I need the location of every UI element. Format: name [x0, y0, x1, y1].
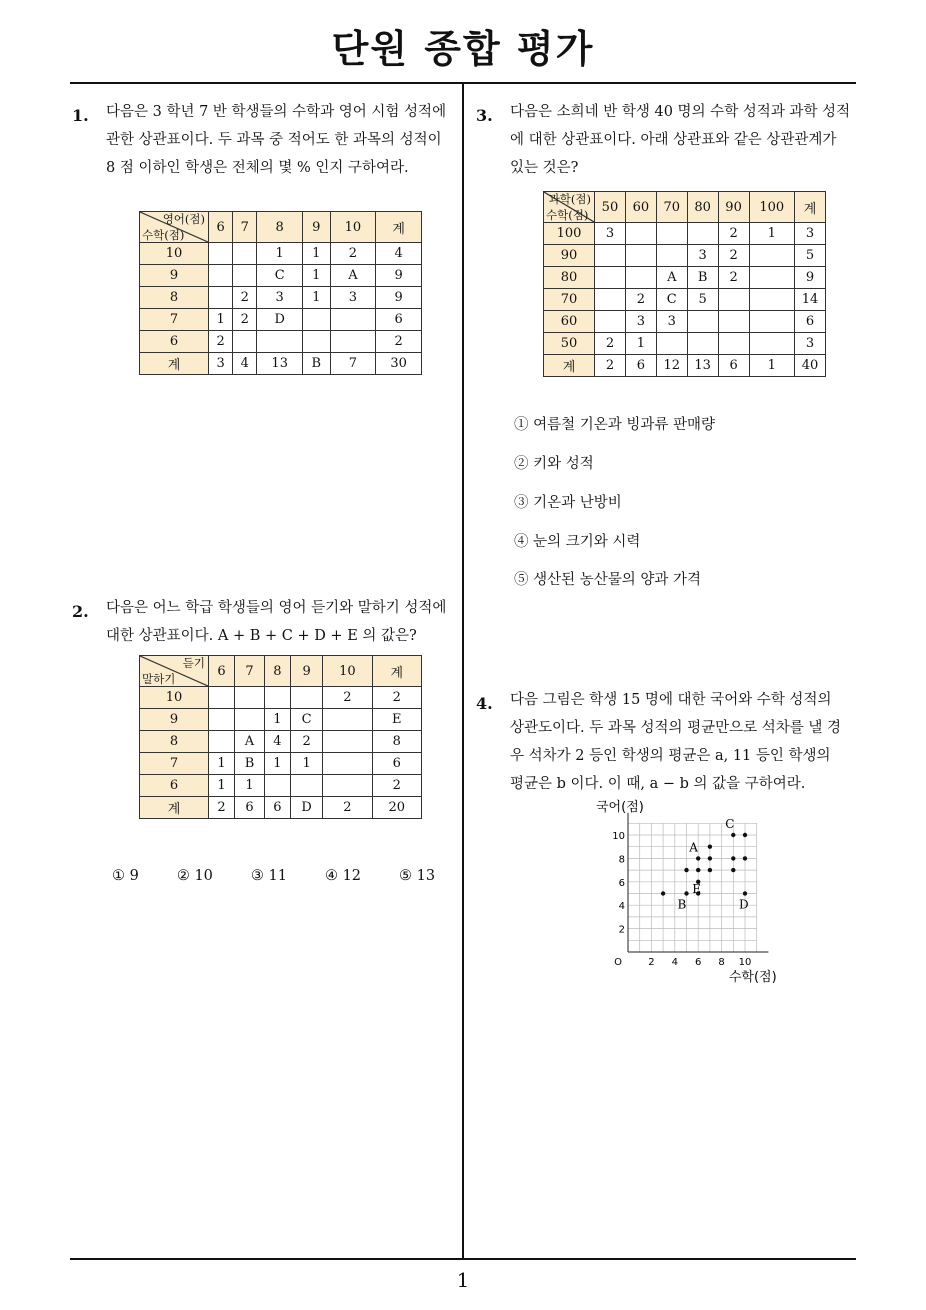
table-cell: 9	[376, 287, 422, 309]
table-cell: 3	[795, 223, 826, 245]
table-cell: 1	[749, 355, 795, 377]
column-header: 6	[209, 656, 235, 687]
table-cell	[625, 267, 656, 289]
table-row	[140, 753, 422, 775]
table-row	[544, 289, 826, 311]
y-tick-label: 10	[612, 831, 625, 842]
column-header: 50	[595, 192, 626, 223]
table-cell	[749, 245, 795, 267]
page-number: 1	[456, 1268, 470, 1292]
table-row	[140, 709, 422, 731]
table-cell	[290, 775, 322, 797]
question-1-line: 다음은 3 학년 7 반 학생들의 수학과 영어 시험 성적에	[106, 104, 447, 120]
table-cell: 1	[303, 287, 331, 309]
row-header: 90	[544, 245, 595, 267]
table-cell: 1	[209, 775, 235, 797]
row-header: 10	[140, 243, 209, 265]
question-1-line: 8 점 이하인 학생은 전체의 몇 % 인지 구하여라.	[106, 160, 409, 176]
table-row	[544, 311, 826, 333]
choice-1[interactable]: ① 9	[112, 868, 139, 884]
table-cell	[235, 709, 265, 731]
table-cell	[718, 311, 749, 333]
table-cell: 1	[303, 265, 331, 287]
table-row	[544, 355, 826, 377]
question-1-text	[106, 98, 456, 182]
table-cell: 6	[372, 753, 421, 775]
row-header: 8	[140, 731, 209, 753]
row-header: 6	[140, 775, 209, 797]
column-header: 8	[257, 212, 303, 243]
x-tick-label: 8	[718, 957, 725, 968]
data-point	[684, 868, 688, 872]
row-header: 7	[140, 309, 209, 331]
question-4-line: 우 석차가 2 등인 학생의 평균은 a, 11 등인 학생의	[510, 748, 831, 764]
table-cell	[264, 775, 290, 797]
table-cell: 3	[330, 287, 376, 309]
column-header: 계	[376, 212, 422, 243]
table-cell: 1	[235, 775, 265, 797]
column-header: 8	[264, 656, 290, 687]
column-header: 10	[330, 212, 376, 243]
table-cell	[656, 245, 687, 267]
column-variable-label: 영어(점)	[162, 212, 205, 226]
table-cell	[303, 309, 331, 331]
row-header: 100	[544, 223, 595, 245]
table-cell: 2	[209, 331, 233, 353]
row-header: 10	[140, 687, 209, 709]
table-cell: 1	[264, 709, 290, 731]
x-axis-label: 수학(점)	[728, 970, 777, 985]
table-cell	[235, 687, 265, 709]
table-row	[140, 353, 422, 375]
table-cell: 1	[209, 753, 235, 775]
table-cell: 1	[257, 243, 303, 265]
table-cell: 2	[718, 223, 749, 245]
table-cell	[233, 265, 257, 287]
point-label: B	[677, 897, 687, 912]
table-cell: 2	[233, 309, 257, 331]
table-row	[544, 223, 826, 245]
table-cell: 3	[595, 223, 626, 245]
table-cell: B	[235, 753, 265, 775]
table-row	[140, 775, 422, 797]
table-cell	[718, 333, 749, 355]
row-header: 80	[544, 267, 595, 289]
table-cell: 1	[303, 243, 331, 265]
row-header: 50	[544, 333, 595, 355]
column-header: 70	[656, 192, 687, 223]
table-corner-cell	[544, 192, 595, 223]
row-header: 6	[140, 331, 209, 353]
table-cell	[209, 731, 235, 753]
table-cell: 3	[795, 333, 826, 355]
table-cell	[595, 267, 626, 289]
column-divider	[462, 84, 464, 1258]
table-cell	[209, 265, 233, 287]
choice-5[interactable]: ⑤ 13	[399, 868, 436, 884]
column-header: 7	[233, 212, 257, 243]
column-header: 10	[323, 656, 372, 687]
column-header: 9	[303, 212, 331, 243]
scatter-plot	[596, 796, 786, 990]
y-tick-label: 4	[618, 901, 625, 913]
table-header-row	[140, 212, 422, 243]
question-3-text	[510, 98, 860, 182]
table-cell: 12	[656, 355, 687, 377]
row-variable-label: 수학(점)	[546, 208, 589, 222]
row-header: 7	[140, 753, 209, 775]
table-cell: A	[330, 265, 376, 287]
x-tick-label: 2	[648, 957, 655, 968]
column-header: 60	[625, 192, 656, 223]
data-point	[708, 868, 712, 872]
table-cell: 1	[264, 753, 290, 775]
question-1-correlation-table	[139, 211, 422, 375]
column-header: 90	[718, 192, 749, 223]
table-corner-cell	[140, 656, 209, 687]
question-1-number: 1.	[72, 106, 89, 125]
column-header: 계	[372, 656, 421, 687]
table-cell	[323, 753, 372, 775]
y-axis-label: 국어(점)	[596, 800, 644, 815]
choice-2[interactable]: ② 10	[176, 868, 213, 884]
table-header-row	[140, 656, 422, 687]
data-point	[731, 868, 735, 872]
table-cell: 2	[330, 243, 376, 265]
column-header: 100	[749, 192, 795, 223]
row-header: 70	[544, 289, 595, 311]
table-corner-cell	[140, 212, 209, 243]
question-2-number: 2.	[72, 602, 89, 621]
table-cell: 30	[376, 353, 422, 375]
table-cell: 6	[718, 355, 749, 377]
table-cell: 2	[209, 797, 235, 819]
origin-label: O	[614, 957, 622, 968]
y-tick-label: 6	[618, 877, 625, 889]
column-header: 계	[795, 192, 826, 223]
table-cell	[257, 331, 303, 353]
column-variable-label: 듣기	[182, 656, 205, 670]
x-tick-label: 10	[738, 957, 752, 968]
question-4-text	[510, 686, 860, 798]
question-3-number: 3.	[476, 106, 493, 125]
table-cell: 6	[795, 311, 826, 333]
table-cell: 1	[625, 333, 656, 355]
table-cell	[749, 333, 795, 355]
option-3[interactable]: ③ 기온과 난방비	[514, 495, 622, 511]
question-2-choices	[112, 868, 473, 884]
table-cell: 7	[330, 353, 376, 375]
data-point	[743, 856, 747, 860]
y-tick-label: 8	[618, 854, 625, 866]
table-row	[140, 731, 422, 753]
table-cell: 2	[625, 289, 656, 311]
table-cell: 2	[718, 245, 749, 267]
table-cell: 20	[372, 797, 421, 819]
table-cell: 9	[795, 267, 826, 289]
question-3-line: 있는 것은?	[510, 160, 579, 176]
table-cell	[323, 709, 372, 731]
table-cell: 40	[795, 355, 826, 377]
table-cell: 3	[209, 353, 233, 375]
table-cell: 13	[257, 353, 303, 375]
point-label: A	[689, 840, 698, 855]
data-point	[731, 856, 735, 860]
table-cell: 2	[233, 287, 257, 309]
data-point	[661, 891, 665, 895]
choice-4[interactable]: ④ 12	[324, 868, 362, 884]
x-tick-label: 6	[695, 957, 702, 968]
table-cell	[209, 287, 233, 309]
table-cell: 2	[718, 267, 749, 289]
question-4-line: 평균은 b 이다. 이 때, a − b 의 값을 구하여라.	[510, 776, 806, 792]
table-cell: D	[257, 309, 303, 331]
row-header: 60	[544, 311, 595, 333]
column-variable-label: 과학(점)	[548, 192, 591, 206]
table-cell: 2	[372, 687, 421, 709]
table-cell: B	[303, 353, 331, 375]
row-header: 계	[140, 353, 209, 375]
table-cell: 2	[323, 687, 372, 709]
table-cell: C	[656, 289, 687, 311]
row-header: 9	[140, 265, 209, 287]
table-cell	[625, 223, 656, 245]
column-header: 9	[290, 656, 322, 687]
table-cell: 2	[372, 775, 421, 797]
question-1-line: 관한 상관표이다. 두 과목 중 적어도 한 과목의 성적이	[106, 132, 442, 148]
table-cell	[749, 289, 795, 311]
table-cell: 2	[323, 797, 372, 819]
table-row	[140, 287, 422, 309]
table-cell	[209, 243, 233, 265]
table-cell: 3	[656, 311, 687, 333]
table-cell: 5	[795, 245, 826, 267]
table-cell: 8	[372, 731, 421, 753]
table-cell	[687, 333, 718, 355]
table-cell: 3	[257, 287, 303, 309]
point-label: E	[692, 881, 701, 896]
table-cell	[330, 331, 376, 353]
table-cell: A	[656, 267, 687, 289]
table-cell: 1	[209, 309, 233, 331]
y-tick-label: 2	[618, 924, 625, 936]
question-2-correlation-table	[139, 655, 422, 819]
table-cell	[209, 687, 235, 709]
column-header: 7	[235, 656, 265, 687]
table-cell	[264, 687, 290, 709]
table-cell: 2	[595, 355, 626, 377]
table-cell	[687, 223, 718, 245]
table-row	[544, 245, 826, 267]
option-5[interactable]: ⑤ 생산된 농산물의 양과 가격	[514, 572, 702, 588]
table-cell	[233, 243, 257, 265]
bottom-divider	[70, 1258, 856, 1260]
data-point	[684, 891, 688, 895]
question-4-line: 다음 그림은 학생 15 명에 대한 국어와 수학 성적의	[510, 692, 832, 708]
table-row	[140, 265, 422, 287]
question-2-line: 다음은 어느 학급 학생들의 영어 듣기와 말하기 성적에	[106, 600, 447, 616]
column-header: 80	[687, 192, 718, 223]
table-cell: 14	[795, 289, 826, 311]
table-cell	[749, 267, 795, 289]
table-cell: 4	[264, 731, 290, 753]
table-cell: 1	[749, 223, 795, 245]
data-point	[708, 845, 712, 849]
data-point	[743, 891, 747, 895]
table-cell: 13	[687, 355, 718, 377]
table-cell: 5	[687, 289, 718, 311]
table-cell	[323, 775, 372, 797]
point-label: D	[739, 897, 749, 912]
data-point	[743, 833, 747, 837]
table-cell	[625, 245, 656, 267]
row-variable-label: 수학(점)	[142, 228, 185, 242]
table-cell	[209, 709, 235, 731]
table-cell: 2	[595, 333, 626, 355]
row-header: 9	[140, 709, 209, 731]
option-1[interactable]: ① 여름철 기온과 빙과류 판매량	[514, 417, 716, 433]
table-cell: 6	[235, 797, 265, 819]
table-row	[140, 243, 422, 265]
table-cell: B	[687, 267, 718, 289]
table-cell	[323, 731, 372, 753]
table-cell: 2	[290, 731, 322, 753]
table-cell: D	[290, 797, 322, 819]
table-header-row	[544, 192, 826, 223]
table-cell	[233, 331, 257, 353]
row-header: 계	[140, 797, 209, 819]
table-row	[140, 797, 422, 819]
table-cell	[656, 333, 687, 355]
question-4-number: 4.	[476, 694, 493, 713]
table-cell: A	[235, 731, 265, 753]
table-cell	[656, 223, 687, 245]
table-row	[544, 333, 826, 355]
table-cell: E	[372, 709, 421, 731]
table-row	[140, 687, 422, 709]
data-point	[696, 868, 700, 872]
table-cell	[595, 245, 626, 267]
table-row	[140, 309, 422, 331]
table-cell: 6	[376, 309, 422, 331]
x-tick-label: 4	[671, 957, 678, 968]
table-cell: 4	[376, 243, 422, 265]
table-cell	[290, 687, 322, 709]
table-cell: 9	[376, 265, 422, 287]
table-cell	[749, 311, 795, 333]
table-cell: 6	[264, 797, 290, 819]
question-3-line: 에 대한 상관표이다. 아래 상관표와 같은 상관관계가	[510, 132, 837, 148]
table-cell: 4	[233, 353, 257, 375]
table-cell: 6	[625, 355, 656, 377]
table-cell: C	[257, 265, 303, 287]
table-cell	[595, 289, 626, 311]
table-cell: 3	[687, 245, 718, 267]
row-variable-label: 말하기	[142, 672, 176, 686]
page-title: 단원 종합 평가	[331, 27, 595, 71]
data-point	[731, 833, 735, 837]
row-header: 계	[544, 355, 595, 377]
option-4[interactable]: ④ 눈의 크기와 시력	[514, 534, 641, 550]
option-2[interactable]: ② 키와 성적	[514, 456, 594, 472]
table-cell	[687, 311, 718, 333]
question-4-line: 상관도이다. 두 과목 성적의 평균만으로 석차를 낼 경	[510, 720, 842, 736]
table-cell: 2	[376, 331, 422, 353]
data-point	[696, 856, 700, 860]
table-cell: 3	[625, 311, 656, 333]
question-2-text	[106, 594, 456, 650]
row-header: 8	[140, 287, 209, 309]
question-3-line: 다음은 소희네 반 학생 40 명의 수학 성적과 과학 성적	[510, 104, 851, 120]
table-cell	[595, 311, 626, 333]
table-row	[140, 331, 422, 353]
choice-3[interactable]: ③ 11	[250, 868, 287, 884]
table-cell	[330, 309, 376, 331]
question-3-correlation-table	[543, 191, 826, 377]
column-header: 6	[209, 212, 233, 243]
table-cell	[718, 289, 749, 311]
table-cell	[303, 331, 331, 353]
point-label: C	[725, 817, 735, 831]
question-2-line: 대한 상관표이다. A + B + C + D + E 의 값은?	[106, 628, 417, 644]
table-cell: 1	[290, 753, 322, 775]
table-row	[544, 267, 826, 289]
table-cell: C	[290, 709, 322, 731]
data-point	[708, 856, 712, 860]
